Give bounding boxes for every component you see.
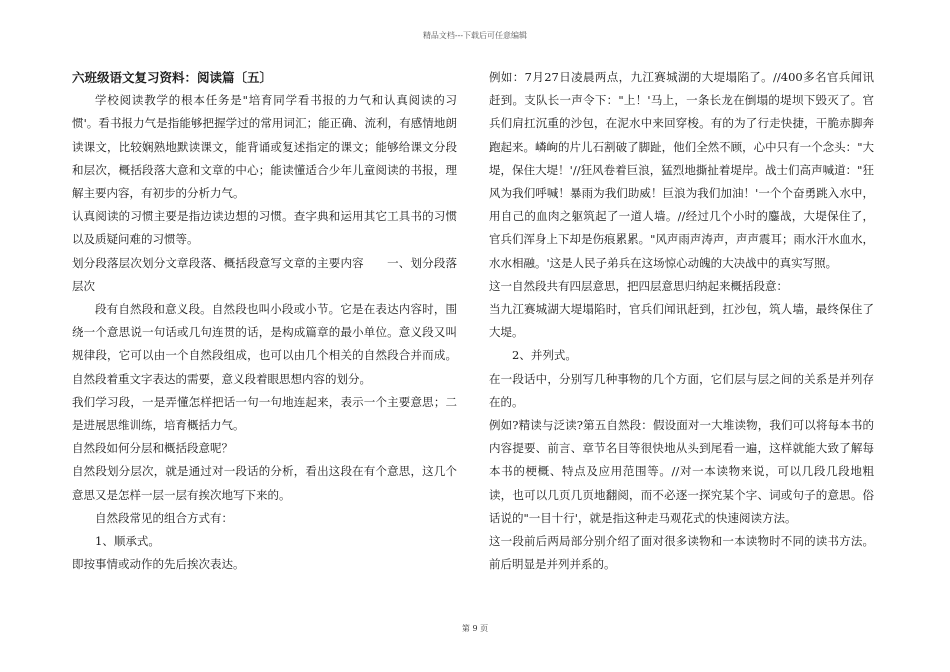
paragraph: 这一段前后两局部分别介绍了面对很多读物和一本读物时不同的读书方法。前后明显是并列并系的。	[489, 534, 874, 572]
paragraph: 自然段划分层次，就是通过对一段话的分析，看出这段在有个意思，这几个意思又是怎样一层一层有挨次地写下来的。	[72, 464, 457, 502]
paragraph: 段有自然段和意义段。自然段也叫小段或小节。它是在表达内容时，围绕一个意思说一句话或几句连贯的话，是构成篇章的最小单位。意义段又叫规律段，它可以由一个自然段组成，也可以由几个相关的自然段合并而成。自然段着重文字表达的需要，意义段着眼思想内容的划分。	[72, 302, 457, 386]
right-text-column	[489, 66, 874, 576]
paragraph: 例如?精读与泛读?第五自然段：假设面对一大堆读物，我们可以将每本书的内容提要、前言、章节名目等很快地从头到尾看一遍，这样就能大致了解每本书的梗概、特点及应用范围等。//对一本读物来说，可以几段几段地粗读，也可以几页几页地翻阅，而不必逐一探究某个字、词或句子的意思。俗话说的"一目十行'，就是指这种走马观花式的快速阅读方法。	[489, 418, 874, 525]
page-number: 第 9 页	[461, 624, 489, 633]
list-heading: 2、并列式。	[512, 348, 577, 363]
document-title: 六班级语文复习资料：阅读篇〔五〕	[72, 70, 273, 85]
paragraph: 自然段常见的组合方式有：	[95, 510, 233, 525]
paragraph: 这一自然段共有四层意思，把四层意思归纳起来概括段意：	[489, 278, 788, 293]
page-header-note: 精品文档---下载后可任意编辑	[422, 31, 528, 40]
list-heading: 1、顺承式。	[95, 534, 160, 549]
paragraph: 例如：7月27日凌晨两点，九江赛城湖的大堤塌陷了。//400多名官兵闻讯赶到。支队长一声令下："上！'马上，一条长龙在倒塌的堤坝下毁灭了。官兵们肩扛沉重的沙包，在泥水中来回穿梭。有的为了行走快捷，干脆赤脚奔跑起来。嶙峋的片儿石割破了脚趾，他们全然不顾，心中只有一个念头："大堤，保住大堤！'//狂风卷着巨浪，猛烈地撕扯着堤岸。战士们高声喊道："狂风为我们呼喊！暴雨为我们助威！巨浪为我们加油！'一个个奋勇跳入水中，用自己的血肉之躯筑起了一道人墙。//经过几个小时的鏖战，大堤保住了，官兵们浑身上下却是伤痕累累。"风声雨声涛声，声声震耳；雨水汗水血水，水水相融。'这是人民子弟兵在这场惊心动魄的大决战中的真实写照。	[489, 70, 874, 270]
paragraph: 划分段落层次划分文章段落、概括段意写文章的主要内容 一、划分段落层次	[72, 255, 457, 293]
paragraph: 认真阅读的习惯主要是指边读边想的习惯。查字典和运用其它工具书的习惯以及质疑问难的习惯等。	[72, 209, 457, 247]
left-text-column	[72, 66, 457, 576]
paragraph: 自然段如何分层和概括段意呢？	[72, 441, 233, 456]
paragraph: 即按事情或动作的先后挨次表达。	[72, 557, 245, 572]
paragraph: 我们学习段，一是弄懂怎样把话一句一句地连起来，表示一个主要意思；二是进展思维训练，培育概括力气。	[72, 394, 457, 433]
paragraph: 在一段话中，分别写几种事物的几个方面，它们层与层之间的关系是并列存在的。	[489, 371, 874, 409]
paragraph: 当九江赛城湖大堤塌陷时，官兵们闻讯赶到，扛沙包，筑人墙，最终保住了大堤。	[489, 302, 874, 340]
paragraph: 学校阅读教学的根本任务是"培育同学看书报的力气和认真阅读的习惯'。看书报力气是指能够把握学过的常用词汇；能正确、流利，有感情地朗读课文，比较娴熟地默读课文，能背诵或复述指定的课文；能够给课文分段和层次，概括段落大意和文章的中心；能读懂适合少年儿童阅读的书报，理解主要内容，有初步的分析力气。	[72, 93, 457, 201]
